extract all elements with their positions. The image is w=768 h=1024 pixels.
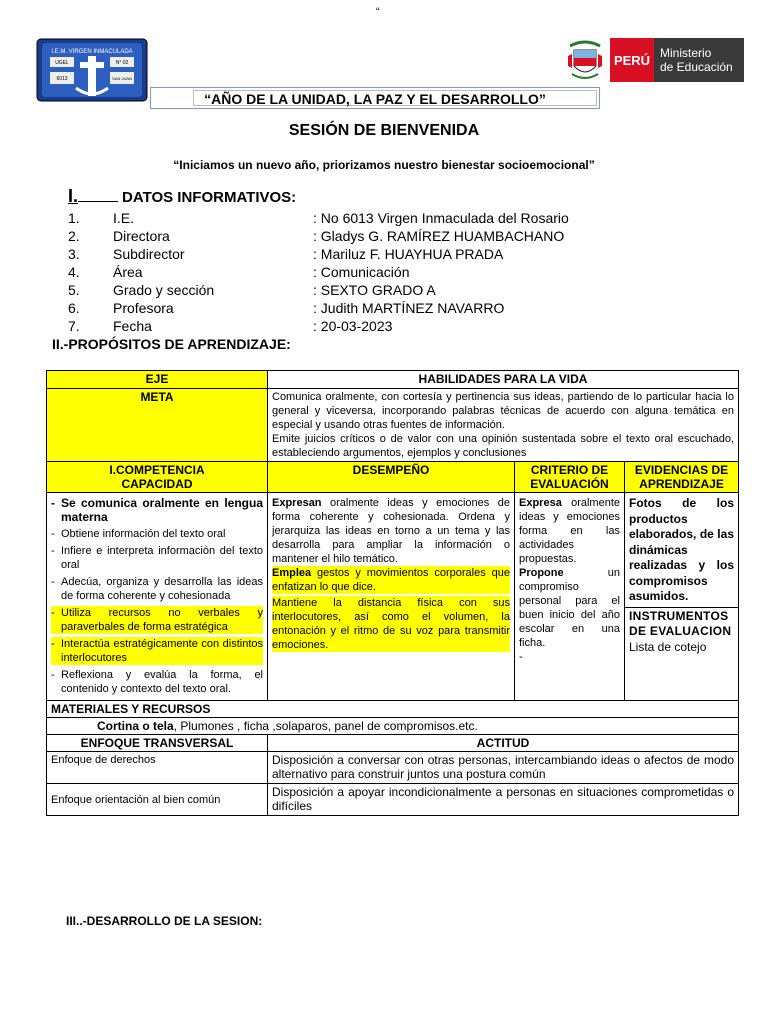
ministry-line-1: Ministerio [660, 46, 712, 60]
desempeno-1-text: oralmente ideas y emociones de forma coherente y cohesionada. Ordena y jerarquiza las ideas en torno a un tema y las desarrolla para ampliar la información o mantener el hilo temático. [272, 497, 510, 565]
desempeno-header: DESEMPEÑO [268, 462, 515, 493]
enfoque-2: Enfoque orientación al bien común [47, 784, 268, 816]
school-logo-text-4: 6013 [56, 76, 68, 82]
materiales-content [47, 718, 739, 735]
school-logo-text-5: SAN JUAN [112, 76, 132, 81]
meta-content [268, 389, 739, 462]
section-2-heading: II.-PROPÓSITOS DE APRENDIZAJE: [52, 336, 291, 352]
session-title: SESIÓN DE BIENVENIDA [288, 122, 480, 139]
info-label: Grado y sección [113, 282, 215, 298]
info-label: Área [113, 264, 143, 280]
competencia-label: I.COMPETENCIA [109, 463, 205, 477]
evidencias-cell [625, 493, 739, 701]
info-number: 5. [68, 282, 80, 298]
info-label: Subdirector [113, 246, 185, 262]
competencia-title: - Se comunica oralmente en lengua materna [51, 496, 263, 524]
info-value: : 20-03-2023 [313, 318, 393, 334]
peru-coat-of-arms [564, 38, 606, 82]
info-value: : Gladys G. RAMÍREZ HUAMBACHANO [313, 228, 565, 244]
criterio-1 [519, 496, 620, 566]
session-subtitle: “Iniciamos un nuevo año, priorizamos nuestro bienestar socioemocional” [173, 158, 595, 172]
criterio-dash: - [519, 651, 523, 663]
criterio-1-verb: Expresa [519, 497, 562, 509]
year-motto: “AÑO DE LA UNIDAD, LA PAZ Y EL DESARROLLO” [204, 91, 546, 107]
desempeno-2-verb: Emplea [272, 567, 312, 579]
info-number: 7. [68, 318, 80, 334]
ministry-line-2: de Educación [660, 60, 733, 74]
info-label: Profesora [113, 300, 174, 316]
materiales-text: , Plumones , ficha ,solaparos, panel de compromisos.etc. [173, 719, 478, 733]
info-value: : Comunicación [313, 264, 410, 280]
info-value: : SEXTO GRADO A [313, 282, 436, 298]
school-logo [36, 38, 148, 102]
desempeno-cell [268, 493, 515, 701]
ministry-logo [610, 38, 744, 82]
capacidad-item: - Interactúa estratégicamente con distintos interlocutores [51, 637, 263, 665]
quote-mark: “ [376, 6, 380, 18]
criterio-2 [519, 566, 620, 650]
school-logo-text-3: N° 02 [115, 60, 129, 66]
criterio-2-verb: Propone [519, 567, 564, 579]
desempeno-2-text: gestos y movimientos corporales que enfatizan lo que dice. [272, 567, 510, 593]
info-value: : Judith MARTÍNEZ NAVARRO [313, 300, 505, 316]
materiales-header: MATERIALES Y RECURSOS [47, 701, 739, 718]
capacidad-item: - Adecúa, organiza y desarrolla las ideas de forma coherente y cohesionada [51, 575, 263, 603]
actitud-1: Disposición a conversar con otras personas, intercambiando ideas o afectos de modo alternativo para construir juntos una postura común [268, 752, 739, 784]
actitud-header: ACTITUD [268, 735, 739, 752]
enfoque-1: Enfoque de derechos [47, 752, 268, 784]
competencia-header [47, 462, 268, 493]
actitud-2: Disposición a apoyar incondicionalmente a personas en situaciones comprometidas o difíciles [268, 784, 739, 816]
capacidad-item: - Obtiene información del texto oral [51, 527, 263, 541]
info-number: 1. [68, 210, 80, 226]
ministry-name [660, 46, 733, 74]
info-value: : No 6013 Virgen Inmaculada del Rosario [313, 210, 569, 226]
info-value: : Mariluz F. HUAYHUA PRADA [313, 246, 504, 262]
competencia-cell [47, 493, 268, 701]
habilidades-header: HABILIDADES PARA LA VIDA [268, 371, 739, 389]
capacidad-item: - Infiere e interpreta información del texto oral [51, 544, 263, 572]
eje-header: EJE [47, 371, 268, 389]
criterio-cell [515, 493, 625, 701]
section-1-heading [68, 186, 296, 207]
evidencias-text: Fotos de los productos elaborados, de las dinámicas realizadas y los compromisos asumidos. [625, 493, 738, 608]
info-number: 3. [68, 246, 80, 262]
evidencias-header: EVIDENCIAS DE APRENDIZAJE [625, 462, 739, 493]
materiales-bold: Cortina o tela [97, 719, 174, 733]
section-1-title: DATOS INFORMATIVOS: [122, 189, 297, 206]
criterio-1-text: oralmente ideas y emociones forma en las actividades propuestas. [519, 497, 620, 565]
desempeno-3: Mantiene la distancia física con sus interlocutores, así como el volumen, la entonación y el ritmo de su voz para transmitir emociones. [272, 597, 510, 651]
capacidad-item: - Reflexiona y evalúa la forma, el contenido y contexto del texto oral. [51, 668, 263, 696]
desempeno-1-verb: Expresan [272, 497, 322, 509]
info-number: 6. [68, 300, 80, 316]
criterio-2-text: un compromiso personal para el buen inicio del año escolar en una ficha. [519, 567, 620, 649]
meta-header: META [47, 389, 268, 462]
info-label: I.E. [113, 210, 135, 226]
learning-purposes-table [46, 370, 739, 816]
peru-label: PERÚ [610, 38, 654, 82]
info-number: 2. [68, 228, 80, 244]
section-3-heading: III..-DESARROLLO DE LA SESION: [66, 914, 263, 928]
capacidad-item: - Utiliza recursos no verbales y paraverbales de forma estratégica [51, 606, 263, 634]
enfoque-header: ENFOQUE TRANSVERSAL [47, 735, 268, 752]
school-logo-text-2: UGEL [55, 60, 69, 66]
school-logo-text-1: I.E.M. VIRGEN INMACULADA [51, 49, 133, 55]
lista-cotejo: Lista de cotejo [629, 639, 707, 654]
info-label: Directora [113, 228, 170, 244]
capacidad-label: CAPACIDAD [121, 477, 193, 491]
info-number: 4. [68, 264, 80, 280]
criterio-header: CRITERIO DE EVALUACIÓN [515, 462, 625, 493]
info-label: Fecha [113, 318, 152, 334]
desempeno-2 [272, 566, 510, 594]
meta-paragraph-2: Emite juicios críticos o de valor con una opinión sustentada sobre el texto oral escuchado, estableciendo argumentos, ejemplos y conclusiones [272, 433, 734, 459]
desempeno-1 [272, 496, 510, 566]
meta-paragraph-1: Comunica oralmente, con cortesía y pertinencia sus ideas, partiendo de lo particular hacia lo general y viceversa, incorporando palabras técnicas de acuerdo con alguna temática en especial y usando otras fuentes de información. [272, 391, 734, 431]
section-1-number: I. [68, 186, 79, 206]
year-motto-box [150, 87, 600, 109]
instrumentos-label: INSTRUMENTOS DE EVALUACION [629, 608, 732, 638]
